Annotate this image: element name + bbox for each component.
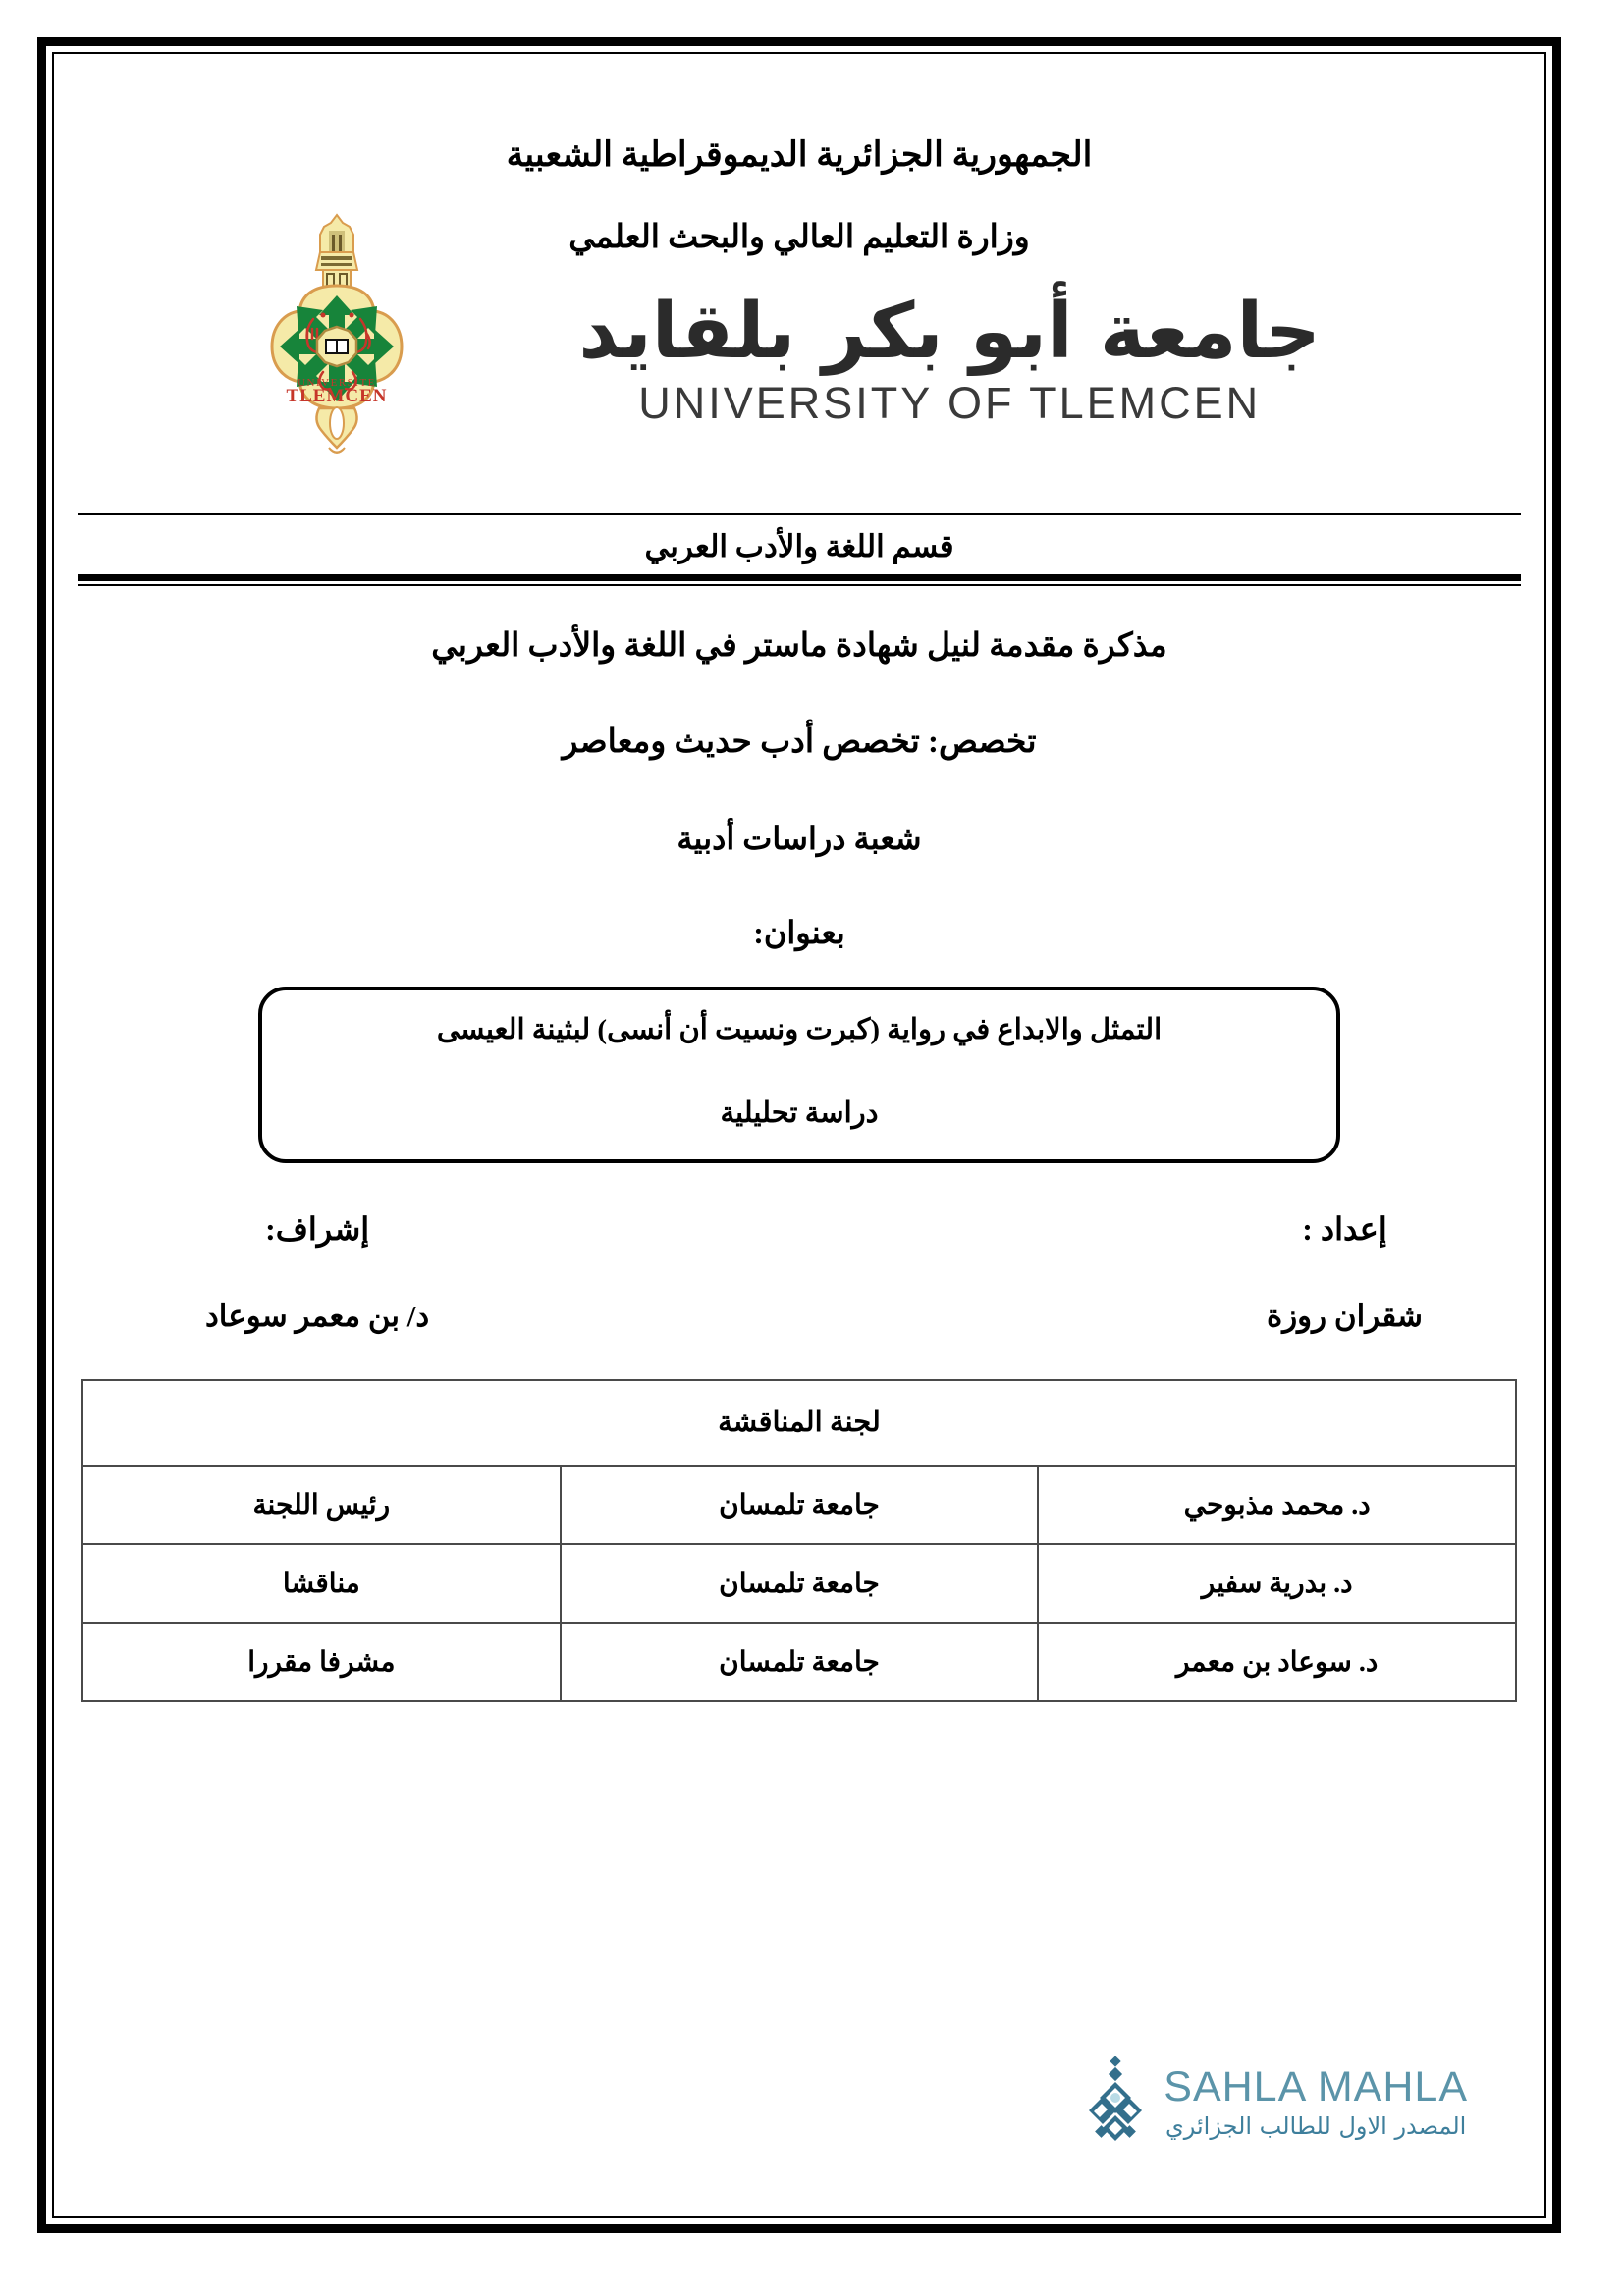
- watermark-arabic-tagline: المصدر الاول للطالب الجزائري: [1164, 2111, 1467, 2140]
- supervisor-name: د/ بن معمر سوعاد: [205, 1299, 430, 1334]
- title-label: بعنوان:: [753, 914, 845, 950]
- ministry-line: وزارة التعليم العالي والبحث العلمي: [568, 220, 1030, 255]
- page-content: [72, 68, 1527, 2203]
- table-row: [82, 1623, 1516, 1701]
- university-name-latin: UNIVERSITY OF TLEMCEN: [638, 377, 1262, 428]
- university-emblem-icon: [258, 209, 415, 504]
- sahla-mahla-diamond-icon: [1077, 2056, 1154, 2150]
- country-line: الجمهورية الجزائرية الديموقراطية الشعبية: [506, 135, 1093, 174]
- thesis-title-main: التمثل والابداع في رواية (كبرت ونسيت أن أنسى) لبثينة العيسى: [436, 1013, 1163, 1045]
- branch-line: شعبة دراسات أدبية: [677, 820, 922, 856]
- emblem-text-universite: UNIVERSITE: [298, 376, 376, 389]
- thesis-title-subtitle: دراسة تحليلية: [720, 1097, 879, 1130]
- jury-member-name: د. بدرية سفير: [1038, 1544, 1516, 1623]
- jury-member-university: جامعة تلمسان: [561, 1544, 1039, 1623]
- university-wordmark: [578, 287, 1321, 429]
- jury-member-role: رئيس اللجنة: [82, 1466, 561, 1544]
- emblem-text-tlemcen: TLEMCEN: [286, 385, 388, 406]
- sahla-mahla-text: [1164, 2062, 1468, 2140]
- jury-member-name: د. سوعاد بن معمر: [1038, 1623, 1516, 1701]
- author-supervisor-row: [117, 1210, 1482, 1334]
- jury-member-role: مناقشا: [82, 1544, 561, 1623]
- specialty-line: تخصص: تخصص أدب حديث ومعاصر: [562, 723, 1037, 760]
- sahla-mahla-watermark: [1077, 2056, 1468, 2150]
- supervisor-label: إشراف:: [265, 1211, 370, 1248]
- department-rule-bottom: [78, 574, 1521, 586]
- thesis-title-box: [258, 987, 1340, 1164]
- author-label: إعداد :: [1302, 1211, 1387, 1248]
- supervisor-block: [205, 1210, 429, 1334]
- table-row: [82, 1466, 1516, 1544]
- jury-table: [81, 1379, 1517, 1702]
- jury-heading: لجنة المناقشة: [82, 1380, 1516, 1466]
- watermark-latin-name: SAHLA MAHLA: [1164, 2062, 1468, 2110]
- jury-member-university: جامعة تلمسان: [561, 1466, 1039, 1544]
- author-block: [1267, 1210, 1423, 1334]
- author-name: شقران روزة: [1266, 1299, 1423, 1334]
- degree-line: مذكرة مقدمة لنيل شهادة ماستر في اللغة والأدب العربي: [431, 627, 1167, 664]
- jury-member-university: جامعة تلمسان: [561, 1623, 1039, 1701]
- jury-table-heading-row: [82, 1380, 1516, 1466]
- department-title: قسم اللغة والأدب العربي: [644, 528, 954, 563]
- table-row: [82, 1544, 1516, 1623]
- jury-member-role: مشرفا مقررا: [82, 1623, 561, 1701]
- page-border-outer: [37, 37, 1561, 2233]
- university-name-arabic: جامعة أبو بكر بلقايد: [578, 287, 1321, 376]
- university-logo-band: [72, 268, 1527, 513]
- jury-member-name: د. محمد مذبوحي: [1038, 1466, 1516, 1544]
